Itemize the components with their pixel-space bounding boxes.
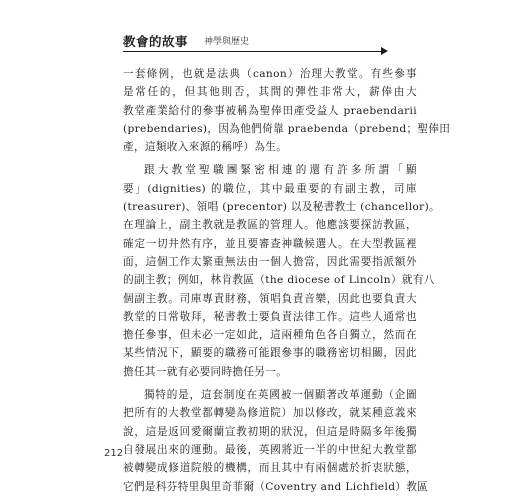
text-line: 擔任其一就有必要同時擔任另一。 bbox=[123, 365, 288, 378]
text-line: 被轉變成修道院般的機構，而且其中有兩個處於折衷狀態， bbox=[123, 462, 417, 475]
text-line: 教堂的日常敬拜，秘書教士要負責法律工作。這些人通常也 bbox=[123, 310, 417, 323]
text-line: 確定一切井然有序，並且要審查神職候選人。在大型教區裡 bbox=[123, 237, 417, 250]
text-line: 教堂產業給付的參事被稱為聖俸田產受益人 praebendarii bbox=[123, 104, 417, 117]
text-line: (treasurer)、領唱 (precentor) 以及秘書教士 (chancellor)。 bbox=[123, 201, 441, 214]
text-line: 一套條例，也就是法典（canon）治理大教堂。有些參事 bbox=[123, 68, 417, 80]
book-title: 教會的故事 bbox=[123, 34, 189, 49]
text-line: 自發展出來的運動。最後，英國將近一半的中世紀大教堂都 bbox=[123, 443, 417, 456]
paragraph-first-line: 獨特的是，這套制度在英國被一個顯著改革運動（企圖 bbox=[144, 389, 417, 402]
paragraph-first-line: 跟大教堂聖職團緊密相連的還有許多所謂「顯 bbox=[144, 164, 417, 177]
header-arrow-icon bbox=[381, 47, 388, 55]
text-line: 某些情況下，顯要的職務可能跟參事的職務密切相關，因此 bbox=[123, 347, 417, 360]
text-line: 的副主教；例如，林肯教區（the diocese of Lincoln）就有八 bbox=[123, 274, 435, 287]
text-line: 是常任的，但其他則否，其間的彈性非常大，薪俸由大 bbox=[123, 86, 417, 99]
running-header bbox=[123, 32, 423, 52]
text-line: 說，這是返回愛爾蘭宣教初期的狀況，但這是時隔多年後獨 bbox=[123, 425, 417, 438]
book-subtitle: 神學與歷史 bbox=[204, 37, 250, 47]
text-line: 要」(dignities) 的職位，其中最重要的有副主教，司庫 bbox=[123, 182, 417, 195]
text-line: (prebendaries)，因為他們倚靠 praebenda（prebend；聖俸田 bbox=[123, 122, 451, 135]
text-line: 把所有的大教堂都轉變為修道院）加以修改，就某種意義來 bbox=[123, 407, 417, 420]
text-line: 擔任參事，但未必一定如此，這兩種角色各自獨立，然而在 bbox=[123, 329, 417, 342]
header-rule bbox=[123, 51, 383, 52]
body-text bbox=[123, 65, 451, 496]
page-number: 212 bbox=[104, 448, 124, 459]
text-line: 產，這類收入來源的稱呼）為生。 bbox=[123, 141, 288, 154]
text-line: 在理論上，副主教就是教區的管理人。他應該要探訪教區， bbox=[123, 219, 417, 232]
text-line: 個副主教。司庫專責財務，領唱負責音樂，因此也要負責大 bbox=[123, 292, 417, 305]
text-line: 它們是科芬特里與里奇菲爾（Coventry and Lichfield）教區 bbox=[123, 480, 429, 493]
text-line: 面，這個工作太繁重無法由一個人擔當，因此需要指派額外 bbox=[123, 255, 417, 268]
